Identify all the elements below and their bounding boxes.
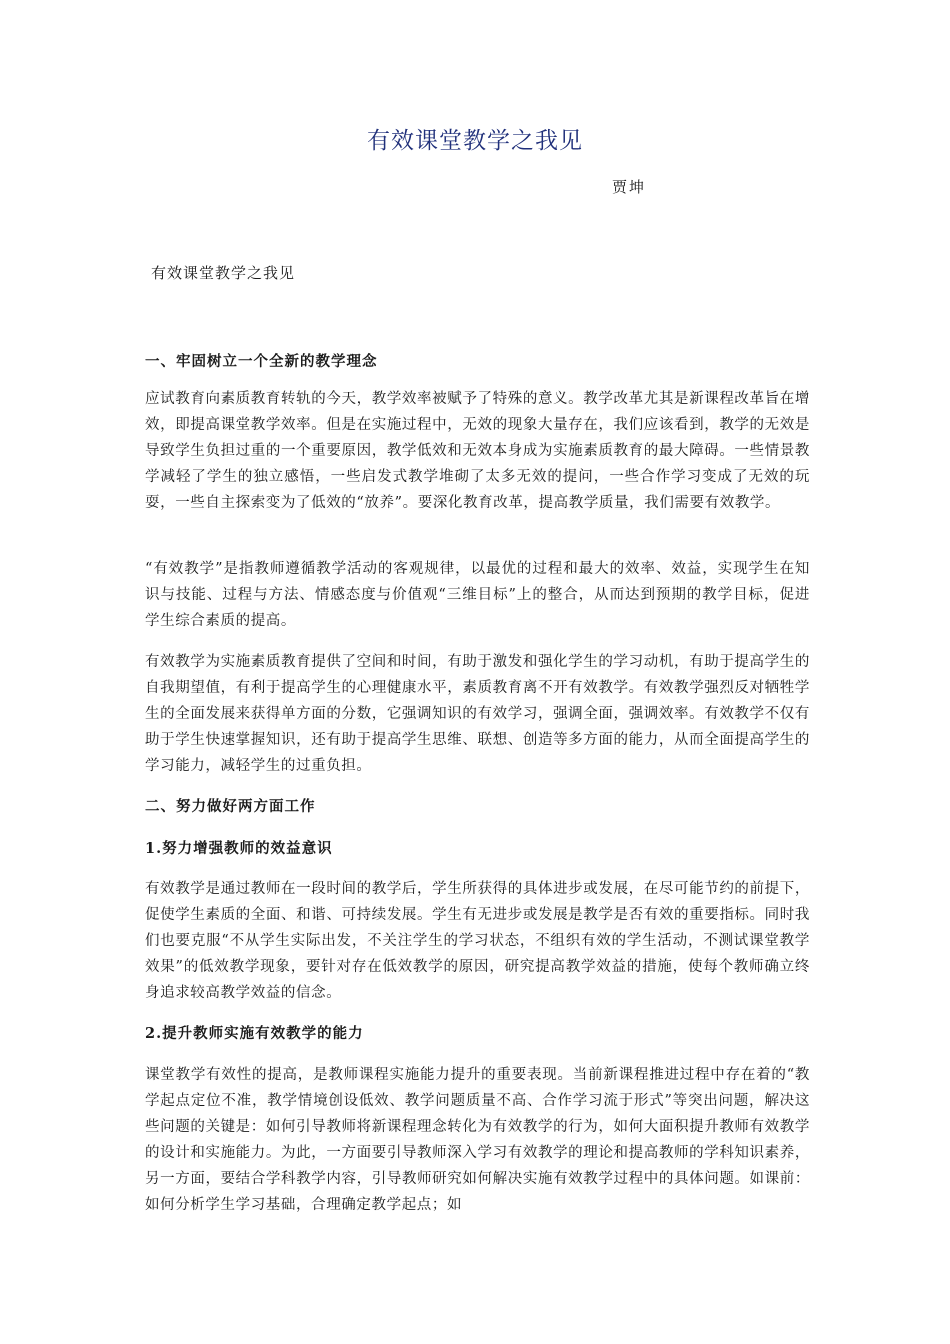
paragraph-5: 课堂教学有效性的提高，是教师课程实施能力提升的重要表现。当前新课程推进过程中存在着的“教学起点定位不准，教学情境创设低效、教学问题质量不高、合作学习流于形式”等突出问题，解决这些问题的关键是：如何引导教师将新课程理念转化为有效教学的行为，如何大面积提升教师有效教学的设计和实施能力。为此，一方面要引导教师深入学习有效教学的理论和提高教师的学科知识素养，另一方面，要结合学科教学内容，引导教师研究如何解决实施有效教学过程中的具体问题。如课前：如何分析学生学习基础，合理确定教学起点；如 [145, 1067, 810, 1213]
paragraph-4: 有效教学是通过教师在一段时间的教学后，学生所获得的具体进步或发展，在尽可能节约的前提下，促使学生素质的全面、和谐、可持续发展。学生有无进步或发展是教学是否有效的重要指标。同时我们也要克服“不从学生实际出发，不关注学生的学习状态，不组织有效的学生活动，不测试课堂教学效果”的低效教学现象，要针对存在低效教学的原因，研究提高教学效益的措施，使每个教师确立终身追求较高教学效益的信念。 [145, 881, 810, 1001]
document-title: 有效课堂教学之我见 [367, 128, 583, 154]
subsection-heading-2: 2.提升教师实施有效教学的能力 [145, 1025, 364, 1042]
paragraph-1: 应试教育向素质教育转轨的今天，教学效率被赋予了特殊的意义。教学改革尤其是新课程改革旨在增效，即提高课堂教学效率。但是在实施过程中，无效的现象大量存在，我们应该看到，教学的无效是导致学生负担过重的一个重要原因，教学低效和无效本身成为实施素质教育的最大障碍。一些情景教学减轻了学生的独立感悟，一些启发式教学堆砌了太多无效的提问，一些合作学习变成了无效的玩耍，一些自主探索变为了低效的“放养”。要深化教育改革，提高教学质量，我们需要有效教学。 [145, 391, 810, 511]
section-heading-1: 一、牢固树立一个全新的教学理念 [145, 353, 378, 370]
section-heading-2: 二、努力做好两方面工作 [145, 798, 316, 815]
subsection-heading-1: 1.努力增强教师的效益意识 [145, 840, 333, 857]
document-subtitle: 有效课堂教学之我见 [151, 264, 296, 282]
paragraph-2: “有效教学”是指教师遵循教学活动的客观规律，以最优的过程和最大的效率、效益，实现学生在知识与技能、过程与方法、情感态度与价值观“三维目标”上的整合，从而达到预期的教学目标，促进学生综合素质的提高。 [145, 561, 810, 629]
paragraph-3: 有效教学为实施素质教育提供了空间和时间，有助于激发和强化学生的学习动机，有助于提高学生的自我期望值，有利于提高学生的心理健康水平，素质教育离不开有效教学。有效教学强烈反对牺牲学生的全面发展来获得单方面的分数，它强调知识的有效学习，强调全面，强调效率。有效教学不仅有助于学生快速掌握知识，还有助于提高学生思维、联想、创造等多方面的能力，从而全面提高学生的学习能力，减轻学生的过重负担。 [145, 654, 810, 774]
author-name: 贾坤 [612, 178, 647, 196]
